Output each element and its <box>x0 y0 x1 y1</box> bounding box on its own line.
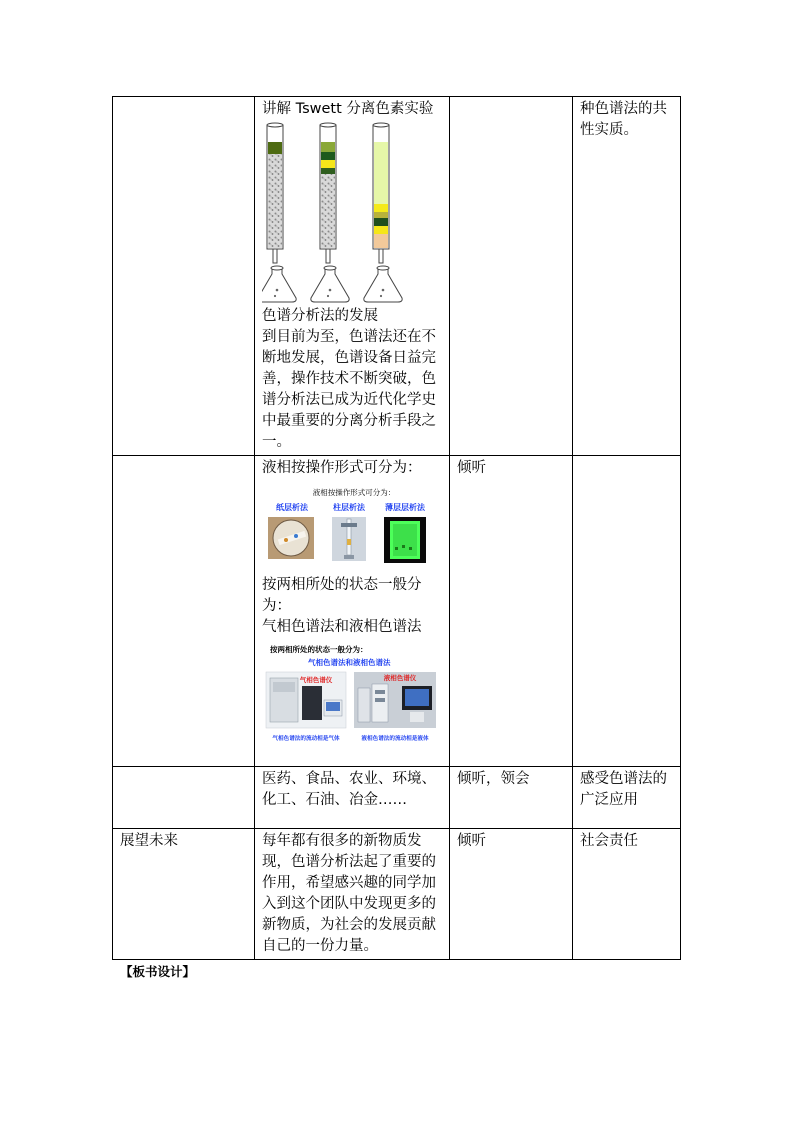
cell-content <box>255 767 450 829</box>
future-text-line: 每年都有很多的新物质发 <box>262 833 422 849</box>
application-text-line: 化工、石油、冶金…… <box>262 792 407 808</box>
tlc-photo <box>384 517 426 563</box>
figure2-subtitle: 气相色谱法和液相色谱法 <box>308 658 391 667</box>
board-design-label: 【板书设计】 <box>120 964 196 979</box>
table-row <box>113 97 681 456</box>
tswett-column-illustration <box>262 122 432 304</box>
liquid-classification-heading: 液相按操作形式可分为： <box>262 460 422 476</box>
development-text-line: 善，操作技术不断突破，色 <box>262 371 436 387</box>
method-label-paper: 纸层析法 <box>276 503 308 512</box>
intent-text-line: 广泛应用 <box>580 792 638 808</box>
phase-state-text-line: 按两相所处的状态一般分 <box>262 577 422 593</box>
intent-text-line: 性实质。 <box>580 122 638 138</box>
cell-student-activity <box>450 97 573 456</box>
intent-text-line: 种色谱法的共 <box>580 101 667 117</box>
cell-student-activity <box>450 767 573 829</box>
cell-student-activity <box>450 456 573 767</box>
intent-text-line: 社会责任 <box>580 833 638 849</box>
column-chromatography-photo <box>332 517 366 561</box>
table-row <box>113 456 681 767</box>
future-text-line: 现，色谱分析法起了重要的 <box>262 854 436 870</box>
development-text-line: 到目前为至，色谱法还在不 <box>262 329 436 345</box>
phase-state-text-line: 为： <box>262 598 291 614</box>
development-text-line: 一。 <box>262 434 291 450</box>
future-text-line: 自己的一份力量。 <box>262 938 378 954</box>
development-text-line: 中最重要的分离分析手段之 <box>262 413 436 429</box>
activity-text: 倾听，领会 <box>457 771 530 787</box>
future-text-line: 作用，希望感兴趣的同学加 <box>262 875 436 891</box>
intent-text-line: 感受色谱法的 <box>580 771 667 787</box>
figure2-title: 按两相所处的状态一般分为： <box>270 645 368 654</box>
method-label-tlc: 薄层层析法 <box>385 503 425 512</box>
method-label-column: 柱层析法 <box>333 503 365 512</box>
lesson-plan-table <box>112 96 681 960</box>
future-text-line: 新物质，为社会的发展贡献 <box>262 917 436 933</box>
cell-stage <box>113 829 255 960</box>
development-text-line: 谱分析法已成为近代化学史 <box>262 392 436 408</box>
column-3 <box>364 123 402 302</box>
cell-intent <box>573 456 681 767</box>
cell-content <box>255 97 450 456</box>
phase-state-text-line: 气相色谱法和液相色谱法 <box>262 619 422 635</box>
column-2 <box>311 123 349 302</box>
liquid-methods-figure <box>262 481 442 573</box>
stage-title: 展望未来 <box>120 833 178 849</box>
activity-text: 倾听 <box>457 833 486 849</box>
gc-instrument-photo <box>266 672 346 728</box>
column-1 <box>262 123 296 302</box>
cell-content <box>255 456 450 767</box>
development-heading: 色谱分析法的发展 <box>262 308 378 324</box>
figure-title: 液相按操作形式可分为： <box>312 488 396 497</box>
cell-stage <box>113 767 255 829</box>
development-text-line: 断地发展，色谱设备日益完 <box>262 350 436 366</box>
cell-stage <box>113 456 255 767</box>
gc-photo-label: 气相色谱仪 <box>299 676 333 684</box>
paper-chromatography-photo <box>268 517 314 559</box>
cell-intent <box>573 97 681 456</box>
cell-content <box>255 829 450 960</box>
lc-instrument-photo <box>354 672 436 728</box>
cell-intent <box>573 767 681 829</box>
table-row <box>113 767 681 829</box>
future-text-line: 入到这个团队中发现更多的 <box>262 896 436 912</box>
lc-photo-label: 液相色谱仪 <box>383 674 417 682</box>
gc-caption: 气相色谱法的流动相是气体 <box>272 736 340 742</box>
cell-intent <box>573 829 681 960</box>
tswett-heading: 讲解 Tswett 分离色素实验 <box>262 101 434 117</box>
gc-lc-figure <box>262 640 442 750</box>
cell-student-activity <box>450 829 573 960</box>
lc-caption: 液相色谱法的流动相是液体 <box>361 736 429 742</box>
activity-text: 倾听 <box>457 460 486 476</box>
table-row <box>113 829 681 960</box>
cell-stage <box>113 97 255 456</box>
application-text-line: 医药、食品、农业、环境、 <box>262 771 436 787</box>
